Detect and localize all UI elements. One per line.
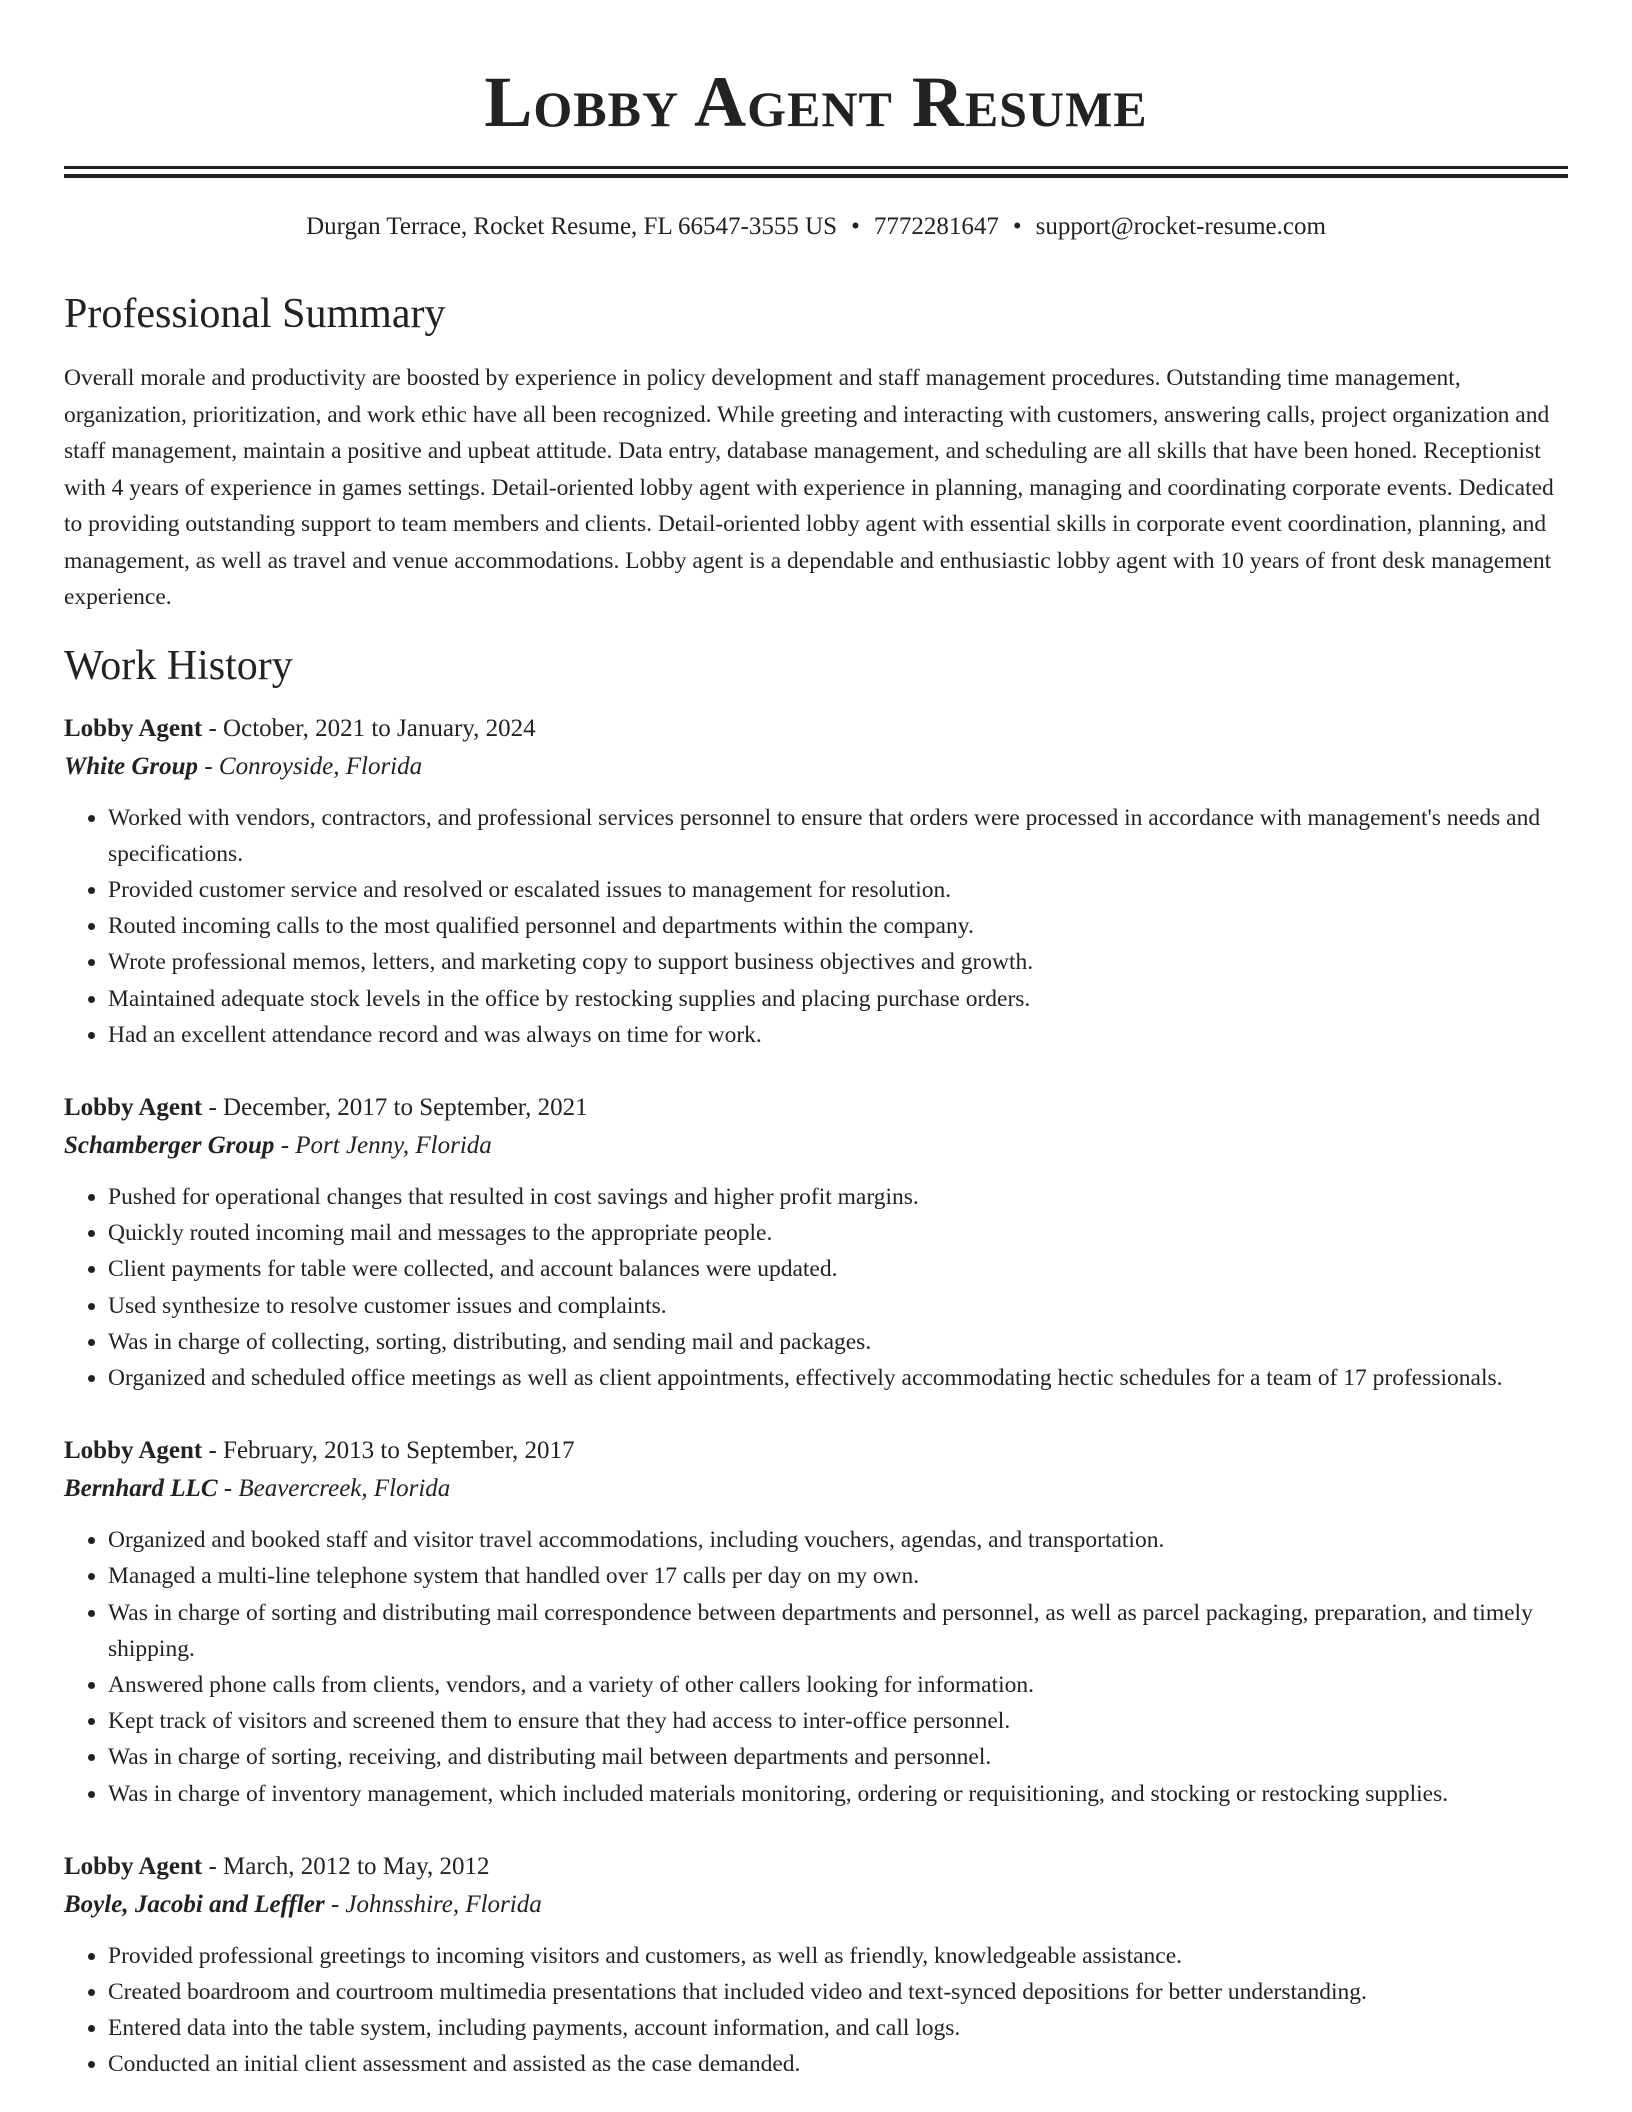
duty-item: • Was in charge of sorting, receiving, and distributing mail between departments and personnel.: [108, 1739, 1568, 1775]
duty-item: • Created boardroom and courtroom multimedia presentations that included video and text-synced depositions for better understanding.: [108, 1974, 1568, 2010]
contact-email: support@rocket-resume.com: [1035, 213, 1326, 240]
duty-item: • Used synthesize to resolve customer issues and complaints.: [108, 1288, 1568, 1324]
job-dates: - October, 2021 to January, 2024: [202, 714, 536, 742]
company-location: - Port Jenny, Florida: [274, 1131, 492, 1159]
summary-text: Overall morale and productivity are boosted by experience in policy development and staff management procedures. Outstanding time management, organization, prioritization, and work ethic have all been recognized. While greeting and interacting with customers, answering calls, project organization and staff management, maintain a positive and upbeat attitude. Data entry, database management, and scheduling are all skills that have been honed. Receptionist with 4 years of experience in games settings. Detail-oriented lobby agent with experience in planning, managing and coordinating corporate events. Dedicated to providing outstanding support to team members and clients. Detail-oriented lobby agent with essential skills in corporate event coordination, planning, and management, as well as travel and venue accommodations. Lobby agent is a dependable and enthusiastic lobby agent with 10 years of front desk management experience.: [64, 365, 1554, 610]
duty-item: • Organized and scheduled office meetings as well as client appointments, effectively accommodating hectic schedules for a team of 17 professionals.: [108, 1360, 1568, 1396]
contact-separator: •: [851, 213, 860, 240]
duty-item: • Pushed for operational changes that resulted in cost savings and higher profit margins.: [108, 1179, 1568, 1215]
company-name: Boyle, Jacobi and Leffler: [64, 1890, 325, 1918]
contact-line: [64, 210, 1568, 244]
title-divider: [64, 166, 1568, 178]
duty-item: • Routed incoming calls to the most qualified personnel and departments within the company.: [108, 908, 1568, 944]
duty-item: • Client payments for table were collected, and account balances were updated.: [108, 1251, 1568, 1287]
duty-item: • Was in charge of inventory management, which included materials monitoring, ordering or requisitioning, and stocking or restocking supplies.: [108, 1776, 1568, 1812]
duty-item: • Entered data into the table system, including payments, account information, and call logs.: [108, 2010, 1568, 2046]
company-line: [64, 748, 1568, 786]
job-title-line: [64, 1848, 1568, 1886]
job-title-line: [64, 1432, 1568, 1470]
duty-item: • Managed a multi-line telephone system that handled over 17 calls per day on my own.: [108, 1558, 1568, 1594]
duty-item: • Provided professional greetings to incoming visitors and customers, as well as friendly, knowledgeable assistance.: [108, 1938, 1568, 1974]
job-title-line: [64, 710, 1568, 748]
job-dates: - December, 2017 to September, 2021: [202, 1093, 588, 1121]
contact-phone: 7772281647: [873, 213, 999, 240]
company-name: White Group: [64, 752, 199, 780]
company-location: - Johnsshire, Florida: [324, 1890, 542, 1918]
duty-item: • Conducted an initial client assessment and assisted as the case demanded.: [108, 2046, 1568, 2082]
job-entry: [64, 710, 1568, 1053]
duty-list: [64, 800, 1568, 1053]
company-line: [64, 1470, 1568, 1508]
contact-separator: •: [1012, 213, 1022, 240]
company-name: Bernhard LLC: [64, 1475, 218, 1503]
duty-item: • Maintained adequate stock levels in the office by restocking supplies and placing purchase orders.: [108, 981, 1568, 1017]
duty-list: [64, 1938, 1568, 2083]
duty-item: • Organized and booked staff and visitor travel accommodations, including vouchers, agendas, and transportation.: [108, 1522, 1568, 1558]
job-title: Lobby Agent: [64, 714, 203, 742]
duty-list: [64, 1179, 1568, 1396]
summary-heading: Professional Summary: [64, 291, 446, 337]
job-title-line: [64, 1089, 1568, 1127]
company-line: [64, 1886, 1568, 1924]
resume-page: [64, 0, 1568, 2083]
duty-item: • Quickly routed incoming mail and messages to the appropriate people.: [108, 1215, 1568, 1251]
duty-item: • Wrote professional memos, letters, and marketing copy to support business objectives and growth.: [108, 944, 1568, 980]
work-history-heading: Work History: [64, 642, 293, 689]
job-dates: - March, 2012 to May, 2012: [202, 1852, 490, 1880]
resume-title: Lobby Agent Resume: [484, 62, 1148, 142]
company-line: [64, 1127, 1568, 1165]
company-location: - Conroyside, Florida: [198, 752, 423, 780]
duty-list: [64, 1522, 1568, 1812]
duty-item: • Was in charge of collecting, sorting, distributing, and sending mail and packages.: [108, 1324, 1568, 1360]
contact-address: Durgan Terrace, Rocket Resume, FL 66547-3555 US: [306, 213, 838, 240]
company-location: - Beavercreek, Florida: [217, 1475, 451, 1503]
job-title: Lobby Agent: [64, 1437, 203, 1465]
job-title: Lobby Agent: [64, 1852, 203, 1880]
job-dates: - February, 2013 to September, 2017: [202, 1437, 575, 1465]
work-history-list: [64, 710, 1568, 2083]
duty-item: • Worked with vendors, contractors, and professional services personnel to ensure that orders were processed in accordance with management's needs and specifications.: [108, 800, 1568, 872]
duty-item: • Provided customer service and resolved or escalated issues to management for resolution.: [108, 872, 1568, 908]
duty-item: • Kept track of visitors and screened them to ensure that they had access to inter-office personnel.: [108, 1703, 1568, 1739]
job-entry: [64, 1089, 1568, 1396]
job-title: Lobby Agent: [64, 1093, 203, 1121]
job-entry: [64, 1432, 1568, 1812]
company-name: Schamberger Group: [64, 1131, 275, 1159]
duty-item: • Had an excellent attendance record and was always on time for work.: [108, 1017, 1568, 1053]
duty-item: • Was in charge of sorting and distributing mail correspondence between departments and personnel, as well as parcel packaging, preparation, and timely shipping.: [108, 1595, 1568, 1667]
job-entry: [64, 1848, 1568, 2083]
duty-item: • Answered phone calls from clients, vendors, and a variety of other callers looking for information.: [108, 1667, 1568, 1703]
